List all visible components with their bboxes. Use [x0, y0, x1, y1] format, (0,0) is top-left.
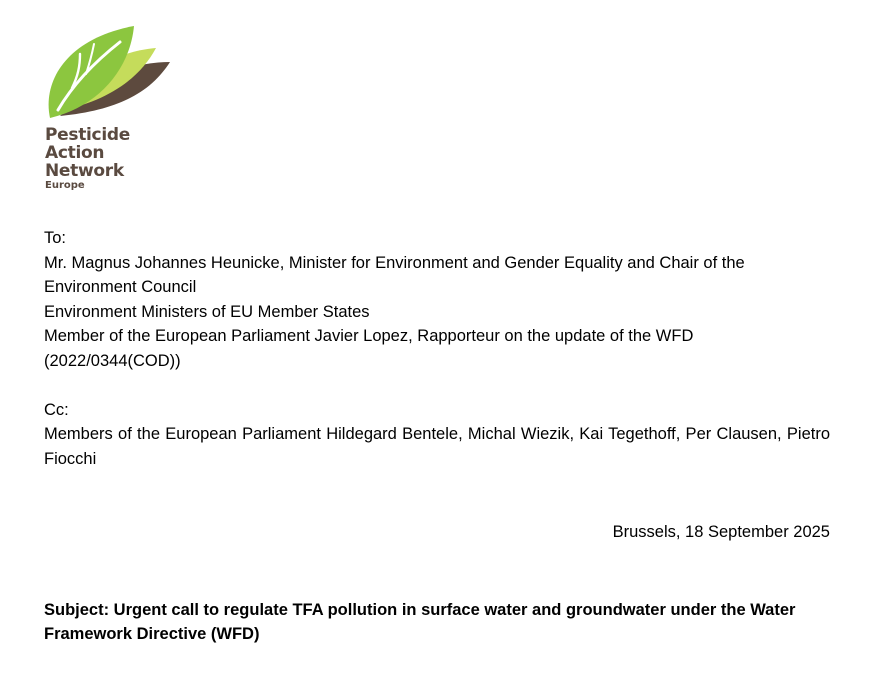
leaf-logo-icon [42, 24, 172, 129]
org-name-line-3: Network [45, 161, 124, 181]
letter-body [44, 226, 830, 647]
recipients-section [44, 226, 830, 373]
cc-recipients: Members of the European Parliament Hildegard Bentele, Michal Wiezik, Kai Tegethoff, Per Clausen, Pietro Fiocchi [44, 425, 830, 468]
org-name-line-1: Pesticide [45, 125, 130, 145]
date-line: Brussels, 18 September 2025 [612, 523, 830, 541]
recipient-line: Mr. Magnus Johannes Heunicke, Minister for Environment and Gender Equality and Chair of the Environment Council [44, 253, 745, 296]
subject-line: Subject: Urgent call to regulate TFA pollution in surface water and groundwater under the Water Framework Directive (WFD) [44, 600, 796, 643]
organization-name [45, 126, 130, 192]
org-name-line-2: Action [45, 143, 105, 163]
org-region: Europe [45, 180, 85, 191]
cc-label: Cc: [44, 400, 69, 419]
paragraph-gap [44, 373, 830, 398]
recipients-label: To: [44, 229, 67, 247]
recipient-line: Environment Ministers of EU Member States [44, 302, 370, 321]
cc-section [44, 398, 830, 472]
pan-europe-logo [42, 24, 172, 199]
recipient-line: Member of the European Parliament Javier Lopez, Rapporteur on the update of the WFD (2022/0344(COD)) [44, 327, 694, 370]
